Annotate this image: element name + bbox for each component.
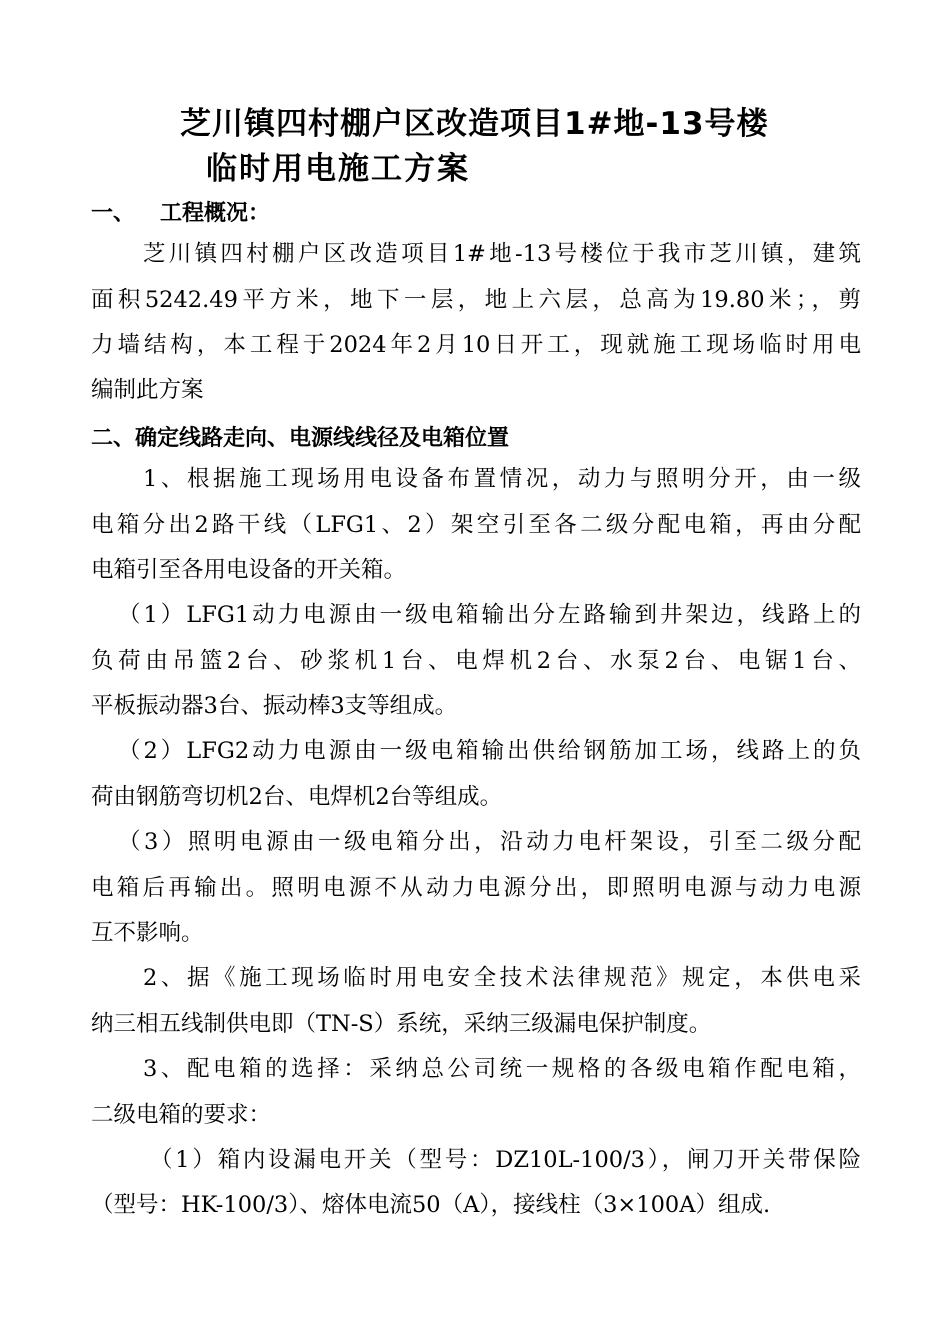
section-2-paragraph-line: 电箱后再输出。照明电源不从动力电源分出，即照明电源与动力电源 (91, 875, 861, 901)
section-2-paragraph-line: 1、根据施工现场用电设备布置情况，动力与照明分开，由一级 (143, 466, 861, 492)
section-2-paragraph-line: 荷由钢筋弯切机2台、电焊机2台等组成。 (91, 784, 503, 810)
section-2-paragraph-line: 二级电箱的要求： (91, 1102, 272, 1128)
section-2-paragraph-line: （1）LFG1动力电源由一级电箱输出分左路输到井架边，线路上的 (118, 602, 861, 628)
section-2-paragraph-line: 平板振动器3台、振动棒3支等组成。 (91, 693, 458, 719)
section-2-paragraph-line: 2、据《施工现场临时用电安全技术法律规范》规定，本供电采 (143, 965, 861, 991)
section-1-number: 一、 (91, 201, 136, 226)
section-1-paragraph-line: 芝川镇四村棚户区改造项目1#地-13号楼位于我市芝川镇，建筑 (143, 241, 861, 267)
section-1-paragraph-line: 力墙结构，本工程于2024年2月10日开工，现就施工现场临时用电 (91, 332, 861, 358)
section-2-paragraph-line: 电箱分出2路干线（LFG1、2）架空引至各二级分配电箱，再由分配 (91, 512, 861, 538)
section-2-heading: 二、确定线路走向、电源线线径及电箱位置 (91, 426, 510, 451)
section-2-paragraph-line: （2）LFG2动力电源由一级电箱输出供给钢筋加工场，线路上的负 (118, 738, 861, 764)
section-2-paragraph-line: 纳三相五线制供电即（TN-S）系统，采纳三级漏电保护制度。 (91, 1011, 712, 1037)
section-1-paragraph-line: 面积5242.49平方米，地下一层，地上六层，总高为19.80米；，剪 (91, 287, 861, 313)
section-1-heading: 工程概况： (160, 201, 271, 226)
document-title-line-1: 芝川镇四村棚户区改造项目1#地-13号楼 (180, 106, 769, 142)
section-2-paragraph-line: 互不影响。 (91, 920, 204, 946)
section-2-paragraph-line: （1）箱内设漏电开关（型号：DZ10L-100/3），闸刀开关带保险 (150, 1147, 861, 1173)
document-title-line-2: 临时用电施工方案 (206, 151, 470, 187)
section-2-paragraph-line: 电箱引至各用电设备的开关箱。 (91, 557, 407, 583)
section-2-paragraph-line: （3）照明电源由一级电箱分出，沿动力电杆架设，引至二级分配 (118, 829, 861, 855)
section-2-paragraph-line: 负荷由吊篮2台、砂浆机1台、电焊机2台、水泵2台、电锯1台、 (91, 648, 861, 674)
section-2-paragraph-line: （型号：HK-100/3）、熔体电流50（A），接线柱（3×100A）组成. (91, 1192, 771, 1218)
section-2-paragraph-line: 3、配电箱的选择：采纳总公司统一规格的各级电箱作配电箱， (143, 1056, 861, 1082)
section-1-paragraph-line: 编制此方案 (91, 377, 204, 403)
